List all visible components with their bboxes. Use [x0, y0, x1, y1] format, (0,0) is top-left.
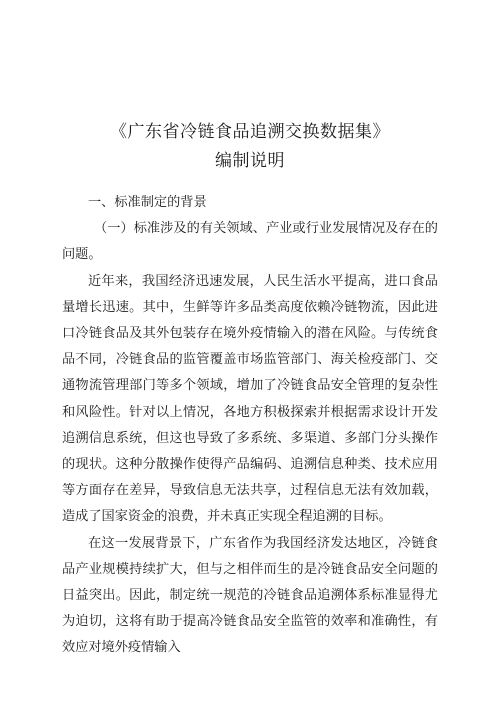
body-paragraph-2: 在这一发展背景下，广东省作为我国经济发达地区，冷链食品产业规模持续扩大，但与之相伴而生的是冷链食品安全问题的日益突出。因此，制定统一规范的冷链食品追溯体系标准显得尤为迫切，这将有助于提高冷链食品安全监管的效率和准确性，有效应对境外疫情输入: [62, 535, 438, 656]
body-paragraph-1: 近年来，我国经济迅速发展，人民生活水平提高，进口食品量增长迅速。其中，生鲜等许多品类高度依赖冷链物流，因此进口冷链食品及其外包装存在境外疫情输入的潜在风险。与传统食品不同，冷链食品的监管覆盖市场监管部门、海关检疫部门、交通物流管理部门等多个领域，增加了冷链食品安全管理的复杂性和风险性。针对以上情况，各地方积极探索并根据需求设计开发追溯信息系统，但这也导致了多系统、多渠道、多部门分头操作的现状。这种分散操作使得产品编码、追溯信息种类、技术应用等方面存在差异，导致信息无法共享，过程信息无法有效加载，造成了国家资金的浪费，并未真正实现全程追溯的目标。: [62, 273, 438, 525]
section-heading: 一、标准制定的背景: [88, 195, 207, 210]
document-body: [62, 190, 438, 662]
document-subtitle: 编制说明: [215, 151, 285, 171]
document-title: 《广东省冷链食品追溯交换数据集》: [110, 122, 390, 142]
subsection-heading: （一）标准涉及的有关领域、产业或行业发展情况及存在的问题。: [62, 221, 438, 263]
